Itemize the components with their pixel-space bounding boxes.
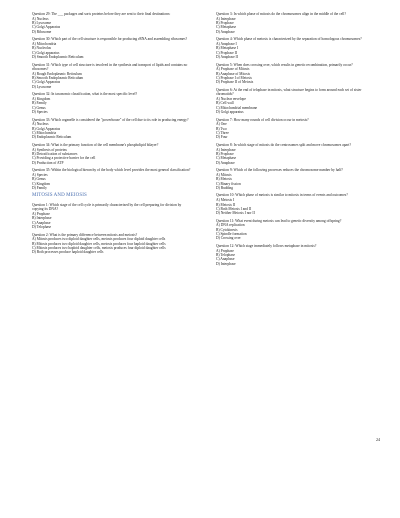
answer-option: D) Neither Meiosis I nor II	[216, 211, 255, 216]
question-block	[32, 143, 192, 165]
question-stem: Question 10: Which phase of meiosis is similar to mitosis in terms of events and outcomes?	[216, 193, 348, 198]
answer-option: C) Mitochondria	[32, 130, 57, 135]
question-stem: Question 12: Which stage immediately follows metaphase in mitosis?	[216, 244, 317, 249]
answer-option: C) Prophase II	[216, 50, 237, 55]
answer-option: B) Cell wall	[216, 101, 234, 106]
answer-option: A) Species	[32, 172, 48, 177]
answer-option: D) Endoplasmic Reticulum	[32, 135, 72, 140]
question-block	[32, 37, 192, 59]
answer-option: C) Anaphase	[216, 257, 235, 262]
answer-option: C) Three	[216, 130, 229, 135]
answer-option: C) Providing a protective barrier for the cell	[32, 156, 96, 161]
answer-option: D) Lysosome	[32, 84, 52, 89]
answer-option: A) Mitosis	[216, 172, 232, 177]
question-stem: Question 11: What event during meiosis can lead to genetic diversity among offspring?	[216, 218, 342, 223]
question-block	[32, 168, 192, 190]
answer-option: D) Crossing over	[216, 236, 241, 241]
question-block	[216, 244, 376, 266]
answer-option: B) Detoxification of substances	[32, 151, 78, 156]
question-stem: Question 4: Which phase of meiosis is characterized by the separation of homologous chromosomes?	[216, 37, 362, 42]
answer-option: A) Nucleus	[32, 16, 49, 21]
question-stem: Question 30: Which part of the cell structure is responsible for producing rRNA and assembling ribosomes?	[32, 37, 188, 42]
answer-option: A) Prophase of Mitosis	[216, 67, 250, 72]
answer-option: C) Spindle formation	[216, 232, 247, 237]
answer-option: D) Family	[32, 185, 47, 190]
answer-option: A) Mitochondria	[32, 42, 57, 47]
answer-option: C) Metaphase	[216, 25, 237, 30]
answer-option: A) Anaphase I	[216, 42, 237, 47]
left-column	[32, 12, 192, 518]
question-stem: Question 5: When does crossing over, which results in genetic recombination, primarily occur?	[216, 62, 353, 67]
answer-option: C) Mitochondrial membrane	[216, 105, 258, 110]
answer-option: B) Meiosis	[216, 177, 232, 182]
question-stem: Question 6: At the end of telophase in mitosis, what structure begins to form around each set of sister chromatids?	[216, 87, 362, 97]
answer-option: C) Golgi Apparatus	[32, 80, 61, 85]
question-block	[216, 63, 376, 85]
question-block	[32, 118, 192, 140]
answer-option: B) Lysosome	[32, 21, 52, 26]
answer-option: D) Telophase	[32, 225, 52, 230]
question-block	[216, 118, 376, 140]
section-heading: MITOSIS AND MEIOSIS	[32, 193, 87, 199]
answer-option: C) Both Meiosis I and II	[216, 206, 252, 211]
answer-option: A) Synthesis of proteins	[32, 147, 67, 152]
answer-option: B) Family	[32, 101, 47, 106]
question-block	[32, 92, 192, 114]
question-stem: Question 3: In which phase of mitosis do the chromosomes align in the middle of the cell?	[216, 12, 346, 16]
answer-option: C) Kingdom	[32, 181, 51, 186]
answer-option: D) Both processes produce haploid daughter cells	[32, 250, 104, 255]
answer-option: C) Metaphase	[216, 156, 237, 161]
answer-option: B) Mitosis produces two diploid daughter cells, meiosis produces four haploid daughter cells	[32, 241, 166, 246]
answer-option: A) One	[216, 122, 227, 127]
answer-option: D) Production of ATP	[32, 160, 64, 165]
answer-option: C) Golgi apparatus	[32, 50, 60, 55]
question-stem: Question 7: How many rounds of cell division occur in meiosis?	[216, 117, 309, 122]
answer-option: C) Mitosis produces two haploid daughter cells, meiosis produces four diploid daughter cells	[32, 245, 166, 250]
question-stem: Question 8: In which stage of mitosis do the centrosomes split and move chromosomes apart?	[216, 142, 351, 147]
answer-option: A) Nuclear envelope	[216, 96, 246, 101]
answer-option: C) Prophase I of Meiosis	[216, 76, 252, 81]
answer-option: B) Nucleolus	[32, 46, 52, 51]
question-block	[216, 219, 376, 241]
answer-option: C) Genus	[32, 105, 46, 110]
answer-option: D) Four	[216, 135, 228, 140]
answer-option: B) Meiosis II	[216, 202, 236, 207]
answer-option: B) Telophase	[216, 253, 235, 258]
question-stem: Question 2: What is the primary difference between mitosis and meiosis?	[32, 232, 138, 237]
answer-option: D) Species	[32, 110, 48, 114]
question-block	[216, 88, 376, 114]
question-block	[32, 203, 192, 229]
question-stem: Question 1: Which stage of the cell cycle is primarily characterized by the cell preparing for division by copying its DNA?	[32, 202, 182, 212]
answer-option: A) DNA replication	[216, 223, 245, 228]
question-block	[216, 143, 376, 165]
answer-option: C) Anaphase	[32, 220, 51, 225]
answer-option: B) Cytokinesis	[216, 227, 238, 232]
answer-option: C) Golgi Apparatus	[32, 25, 61, 30]
answer-option: A) Meiosis I	[216, 198, 235, 203]
answer-option: B) Two	[216, 126, 227, 131]
question-block	[32, 12, 192, 34]
question-stem: Question 34: What is the primary function of the cell membrane's phospholipid bilayer?	[32, 142, 159, 147]
answer-option: B) Genus	[32, 177, 46, 182]
answer-option: B) Prophase	[216, 151, 234, 156]
answer-option: D) Interphase	[216, 261, 236, 266]
answer-option: A) Kingdom	[32, 96, 51, 101]
question-stem: Question 29: The ___ packages and sorts proteins before they are sent to their final destinations:	[32, 12, 171, 16]
answer-option: A) Prophase	[216, 248, 234, 253]
answer-option: D) Prophase II of Meiosis	[216, 80, 254, 85]
question-stem: Question 9: Which of the following processes reduces the chromosome number by half?	[216, 168, 343, 173]
question-block	[32, 63, 192, 89]
answer-option: A) Interphase	[216, 16, 236, 21]
question-block	[216, 12, 376, 34]
answer-option: D) Anaphase	[216, 29, 235, 34]
answer-option: A) Rough Endoplasmic Reticulum	[32, 71, 82, 76]
answer-option: B) Prophase	[216, 21, 234, 26]
answer-option: B) Smooth Endoplasmic Reticulum	[32, 76, 84, 81]
answer-option: C) Binary fission	[216, 181, 241, 186]
question-stem: Question 35: Within the biological hierarchy of the body which level provides the most general classification?	[32, 168, 191, 173]
answer-option: B) Interphase	[32, 216, 52, 221]
answer-option: A) Nucleus	[32, 122, 49, 127]
answer-option: D) Smooth Endoplasmic Reticulum	[32, 55, 84, 60]
answer-option: A) Mitosis produces two diploid daughter cells, meiosis produces four diploid daughter cells	[32, 237, 166, 242]
page-number: 24	[376, 437, 380, 442]
answer-option: D) Golgi apparatus	[216, 110, 244, 114]
answer-option: D) Anaphase	[216, 160, 235, 165]
answer-option: D) Anaphase II	[216, 55, 238, 60]
answer-option: D) Budding	[216, 185, 234, 190]
right-column	[216, 12, 376, 518]
question-stem: Question 32: In taxonomic classification, what is the most specific level?	[32, 92, 138, 97]
question-stem: Question 31: Which type of cell structure is involved in the synthesis and transport of lipids and contains no ribosomes?	[32, 62, 188, 71]
question-block	[216, 193, 376, 215]
answer-option: A) Interphase	[216, 147, 236, 152]
answer-option: D) Ribosome	[32, 29, 52, 34]
question-block	[32, 233, 192, 255]
answer-option: A) Prophase	[32, 212, 50, 216]
question-block	[216, 37, 376, 59]
question-stem: Question 33: Which organelle is considered the "powerhouse" of the cell due to its role in producing energy?	[32, 117, 189, 122]
answer-option: B) Anaphase of Mitosis	[216, 71, 251, 76]
answer-option: B) Metaphase I	[216, 46, 239, 51]
answer-option: B) Golgi Apparatus	[32, 126, 61, 131]
question-block	[216, 168, 376, 190]
